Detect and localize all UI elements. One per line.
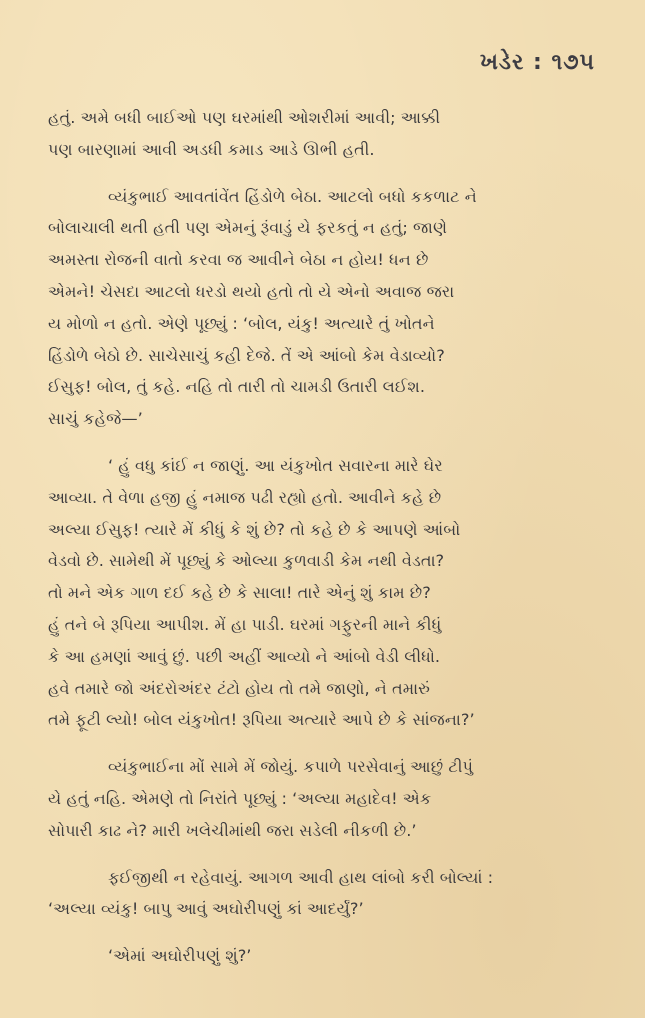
text-line: કે આ હમણાં આવું છું. પછી અહીં આવ્યો ને આંબો વેડી લીધો. xyxy=(48,646,441,666)
text-line: ‘એમાં અઘોરીપણું શું?’ xyxy=(108,946,252,966)
paragraph-6 xyxy=(48,940,600,972)
text-line: આવ્યા. તે વેળા હજી હું નમાજ પઢી રહ્યો હતો. આવીને કહે છે xyxy=(48,487,442,507)
text-line: અમસ્તા રોજની વાતો કરવા જ આવીને બેઠા ન હોય! ધન છે xyxy=(48,250,429,270)
paragraph-5 xyxy=(48,862,600,926)
text-line: હવે તમારે જો અંદરોઅંદર ટંટો હોય તો તમે જાણો, ને તમારું xyxy=(48,678,430,698)
text-line: ઈસુફ! બોલ, તું કહે. નહિ તો તારી તો ચામડી ઉતારી લઈશ. xyxy=(48,377,425,397)
text-line: તમે ફૂટી લ્યો! બોલ યંકુખોત! રૂપિયા અત્યારે આપે છે કે સાંજના?’ xyxy=(48,710,475,730)
text-line: હતું. અમે બધી બાઈઓ પણ ઘરમાંથી ઓશરીમાં આવી; આક્કી xyxy=(48,108,441,127)
text-line: ‘ હું વધુ કાંઈ ન જાણું. આ યંકુખોત સવારના મારે ઘેર xyxy=(108,455,443,475)
paragraph-3 xyxy=(48,450,600,736)
text-line: વ્યંકુભાઈ આવતાંવેંત હિંડોળે બેઠા. આટલો બધો કકળાટ ને xyxy=(108,186,477,206)
text-line: એમને! ચેસદા આટલો ધરડો થયો હતો તો યે એનો અવાજ જરા xyxy=(48,281,455,301)
text-line: ‘અલ્યા વ્યંકુ! બાપુ આવું અઘોરીપણું કાં આદર્યું?’ xyxy=(48,899,364,919)
text-line: યે હતું નહિ. એમણે તો નિરાંતે પૂછ્યું : ‘અલ્યા મહાદેવ! એક xyxy=(48,788,432,808)
body-text xyxy=(48,102,600,987)
text-line: હું તને બે રૂપિયા આપીશ. મેં હા પાડી. ઘરમાં ગફુરની માને કીધું xyxy=(48,614,442,634)
paragraph-2 xyxy=(48,181,600,435)
text-line: અલ્યા ઈસુફ! ત્યારે મેં કીધું કે શું છે? તો કહે છે કે આપણે આંબો xyxy=(48,519,461,539)
text-line: બોલાચાલી થતી હતી પણ એમનું રૂંવાડું યે ફરકતું ન હતું; જાણે xyxy=(48,218,448,238)
text-line: હિંડોળે બેઠો છે. સાચેસાચું કહી દેજે. તેં એ આંબો કેમ વેડાવ્યો? xyxy=(48,345,445,365)
text-line: સોપારી કાઢ ને? મારી ખલેચીમાંથી જરા સડેલી નીકળી છે.’ xyxy=(48,820,417,840)
text-line: ફઈજીથી ન રહેવાયું. આગળ આવી હાથ લાંબો કરી બોલ્યાં : xyxy=(108,867,494,887)
paragraph-1 xyxy=(48,102,600,166)
paragraph-4 xyxy=(48,751,600,846)
text-line: ય મોળો ન હતો. એણે પૂછ્યું : ‘બોલ, યંકુ! અત્યારે તું ખોતને xyxy=(48,313,435,333)
running-header: ખડેર : ૧૭૫ xyxy=(479,50,595,75)
text-line: તો મને એક ગાળ દઈ કહે છે કે સાલા! તારે એનું શું કામ છે? xyxy=(48,583,431,603)
text-line: વ્યંકુભાઈના મોં સામે મેં જોયું. કપાળે પરસેવાનું આછું ટીપું xyxy=(108,757,473,777)
text-line: વેડવો છે. સામેથી મેં પૂછ્યું કે ઓલ્યા કુળવાડી કેમ નથી વેડતા? xyxy=(48,551,445,571)
text-line: સાચું કહેજે—’ xyxy=(48,409,143,429)
text-line: પણ બારણામાં આવી અડધી કમાડ આડે ઊભી હતી. xyxy=(48,139,375,159)
